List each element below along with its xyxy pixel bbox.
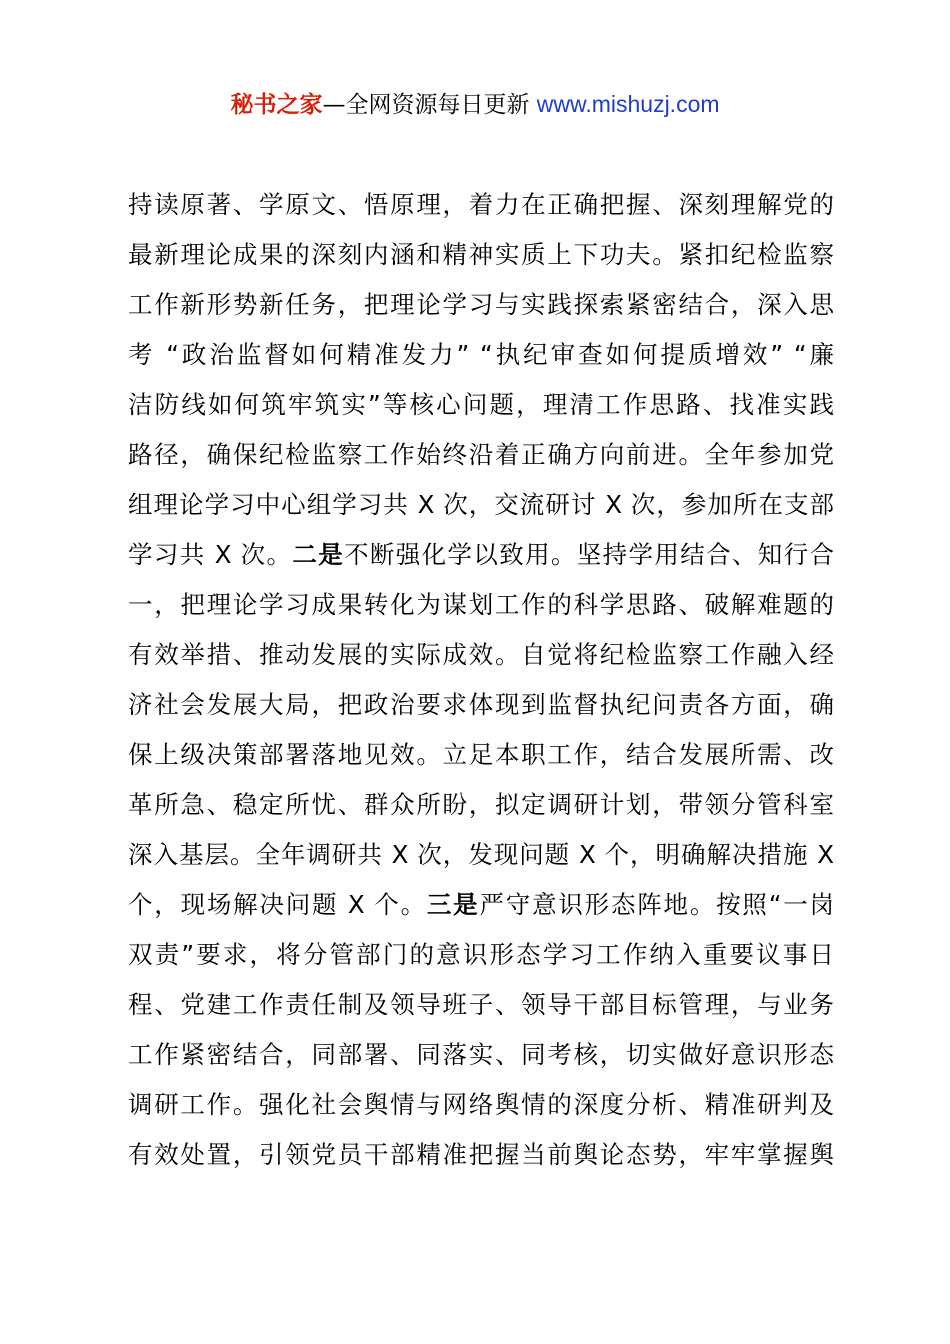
text-line-12: 保上级决策部署落地见效。立足本职工作，结合发展所需、改 <box>128 740 834 769</box>
text-line-9: 一，把理论学习成果转化为谋划工作的科学思路、破解难题的 <box>128 590 834 619</box>
text-line-20: 有效处置，引领党员干部精准把握当前舆论态势，牢牢掌握舆 <box>128 1140 834 1169</box>
text-line-16: 双责”要求，将分管部门的意识形态学习工作纳入重要议事日 <box>128 940 834 969</box>
page-header <box>0 84 950 125</box>
text-line-13: 革所急、稳定所忧、群众所盼，拟定调研计划，带领分管科室 <box>128 790 834 819</box>
text-line-6: 路径，确保纪检监察工作始终沿着正确方向前进。全年参加党 <box>128 440 834 469</box>
brand-name: 秘书之家 <box>230 92 323 118</box>
text-line-10: 有效举措、推动发展的实际成效。自觉将纪检监察工作融入经 <box>128 640 834 669</box>
text-line-18: 工作紧密结合，同部署、同落实、同考核，切实做好意识形态 <box>128 1040 834 1069</box>
text-line-17: 程、党建工作责任制及领导班子、领导干部目标管理，与业务 <box>128 990 834 1019</box>
text-line-19: 调研工作。强化社会舆情与网络舆情的深度分析、精准研判及 <box>128 1090 834 1119</box>
text-line-5: 洁防线如何筑牢筑实”等核心问题，理清工作思路、找准实践 <box>128 390 834 419</box>
text-line-11: 济社会发展大局，把政治要求体现到监督执纪问责各方面，确 <box>128 690 834 719</box>
header-url[interactable]: www.mishuzj.com <box>536 91 720 117</box>
text-line-3: 工作新形势新任务，把理论学习与实践探索紧密结合，深入思 <box>128 290 834 319</box>
text-line-4: 考 “政治监督如何精准发力” “执纪审查如何提质增效” “廉 <box>128 340 834 369</box>
enumerator-emphasis: 二是 <box>292 540 345 569</box>
text-line-7: 组理论学习中心组学习共 X 次，交流研讨 X 次，参加所在支部 <box>128 490 834 519</box>
document-body <box>128 180 834 1180</box>
text-line-2: 最新理论成果的深刻内涵和精神实质上下功夫。紧扣纪检监察 <box>128 240 834 269</box>
header-tagline: —全网资源每日更新 <box>322 92 530 118</box>
text-line-8: 学习共 X 次。二是不断强化学以致用。坚持学用结合、知行合 <box>128 540 835 569</box>
text-line-14: 深入基层。全年调研共 X 次，发现问题 X 个，明确解决措施 X <box>128 840 834 869</box>
text-line-1: 持读原著、学原文、悟原理，着力在正确把握、深刻理解党的 <box>128 190 834 219</box>
enumerator-emphasis: 三是 <box>426 890 480 919</box>
text-line-15: 个，现场解决问题 X 个。三是严守意识形态阵地。按照“一岗 <box>128 890 834 919</box>
